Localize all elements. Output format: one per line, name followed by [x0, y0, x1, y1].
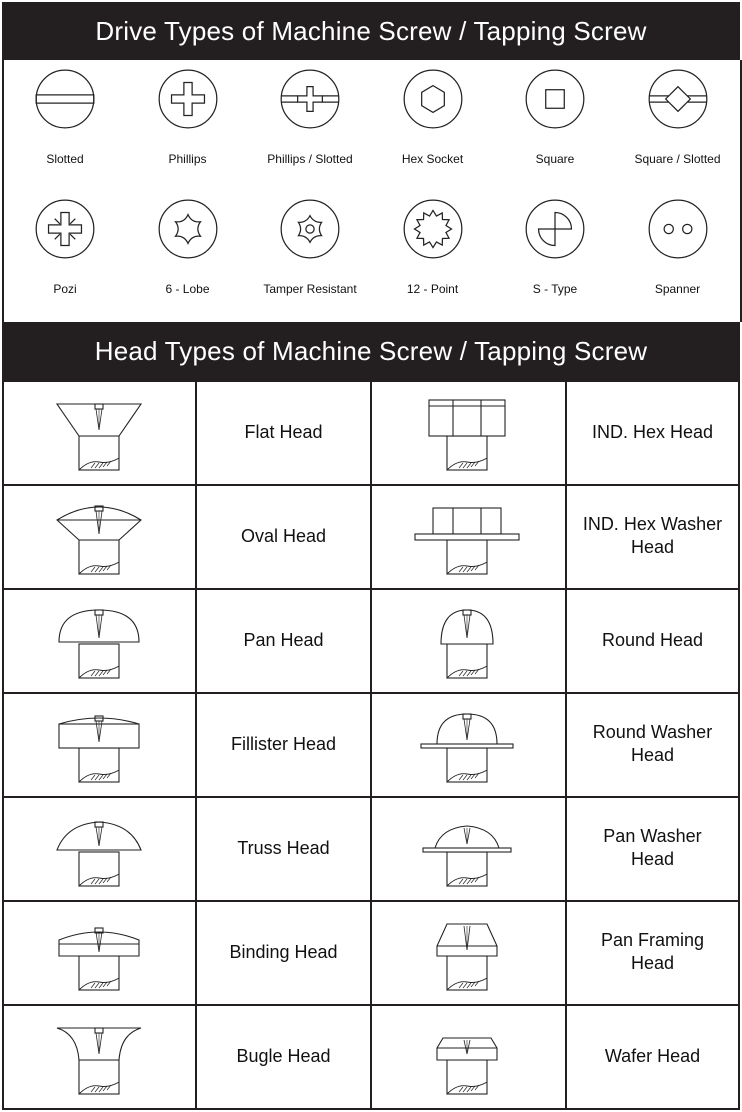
- fillister-head-icon: [39, 702, 159, 793]
- head-type-label: Round Washer Head: [592, 722, 713, 765]
- head-type-label: Binding Head: [229, 941, 338, 962]
- head-type-label: Flat Head: [244, 421, 323, 442]
- drive-type-cell: [617, 190, 739, 320]
- drive-type-cell: [249, 190, 371, 320]
- round-head-icon: [407, 598, 527, 689]
- head-types-title: Head Types of Machine Screw / Tapping Screw: [2, 322, 740, 380]
- truss-head-icon: [39, 806, 159, 897]
- pan-washer-head-icon: [407, 806, 527, 897]
- ind-hex-head-icon: [407, 390, 527, 481]
- head-type-label: Bugle Head: [236, 1045, 331, 1066]
- drive-type-label: Square: [535, 152, 575, 166]
- table-divider: [2, 1108, 740, 1110]
- head-type-label: Round Head: [601, 629, 704, 650]
- drive-type-label: Square / Slotted: [634, 152, 721, 166]
- head-type-label: IND. Hex Head: [591, 421, 714, 442]
- pan-head-icon: [39, 598, 159, 689]
- drive-type-label: Spanner: [654, 282, 701, 296]
- pan-framing-head-icon: [407, 910, 527, 1001]
- round-washer-head-icon: [407, 702, 527, 793]
- head-type-label: Oval Head: [240, 525, 327, 546]
- drive-type-label: Slotted: [46, 152, 84, 166]
- flat-head-icon: [39, 390, 159, 481]
- table-divider: [2, 380, 4, 1110]
- drive-type-cell: [494, 190, 616, 320]
- head-type-label: Truss Head: [237, 837, 330, 858]
- drive-type-label: S - Type: [532, 282, 578, 296]
- drive-types-panel: [2, 60, 742, 322]
- head-type-label: Pan Washer Head: [603, 826, 702, 869]
- drive-type-label: Pozi: [53, 282, 77, 296]
- oval-head-icon: [39, 494, 159, 585]
- head-types-table: [2, 380, 740, 1110]
- drive-type-label: Hex Socket: [401, 152, 464, 166]
- drive-type-label: Tamper Resistant: [263, 282, 357, 296]
- drive-type-cell: [4, 190, 126, 320]
- ind-hex-washer-head-icon: [407, 494, 527, 585]
- drive-type-label: 6 - Lobe: [165, 282, 210, 296]
- head-type-label: Pan Head: [243, 629, 324, 650]
- head-type-label: IND. Hex Washer Head: [582, 514, 723, 557]
- bugle-head-icon: [39, 1014, 159, 1105]
- head-type-label: Wafer Head: [604, 1045, 701, 1066]
- drive-type-cell: [127, 60, 249, 190]
- drive-type-cell: [617, 60, 739, 190]
- drive-type-label: 12 - Point: [406, 282, 459, 296]
- drive-types-title: Drive Types of Machine Screw / Tapping Screw: [2, 2, 740, 60]
- drive-type-cell: [249, 60, 371, 190]
- head-type-label: Fillister Head: [230, 733, 337, 754]
- drive-type-cell: [372, 60, 494, 190]
- drive-type-cell: [127, 190, 249, 320]
- drive-type-label: Phillips / Slotted: [267, 152, 353, 166]
- table-divider: [370, 380, 372, 1110]
- binding-head-icon: [39, 910, 159, 1001]
- drive-type-label: Phillips: [168, 152, 207, 166]
- drive-type-cell: [4, 60, 126, 190]
- drive-type-cell: [494, 60, 616, 190]
- head-type-label: Pan Framing Head: [600, 930, 705, 973]
- wafer-head-icon: [407, 1014, 527, 1105]
- drive-type-cell: [372, 190, 494, 320]
- table-divider: [738, 380, 740, 1110]
